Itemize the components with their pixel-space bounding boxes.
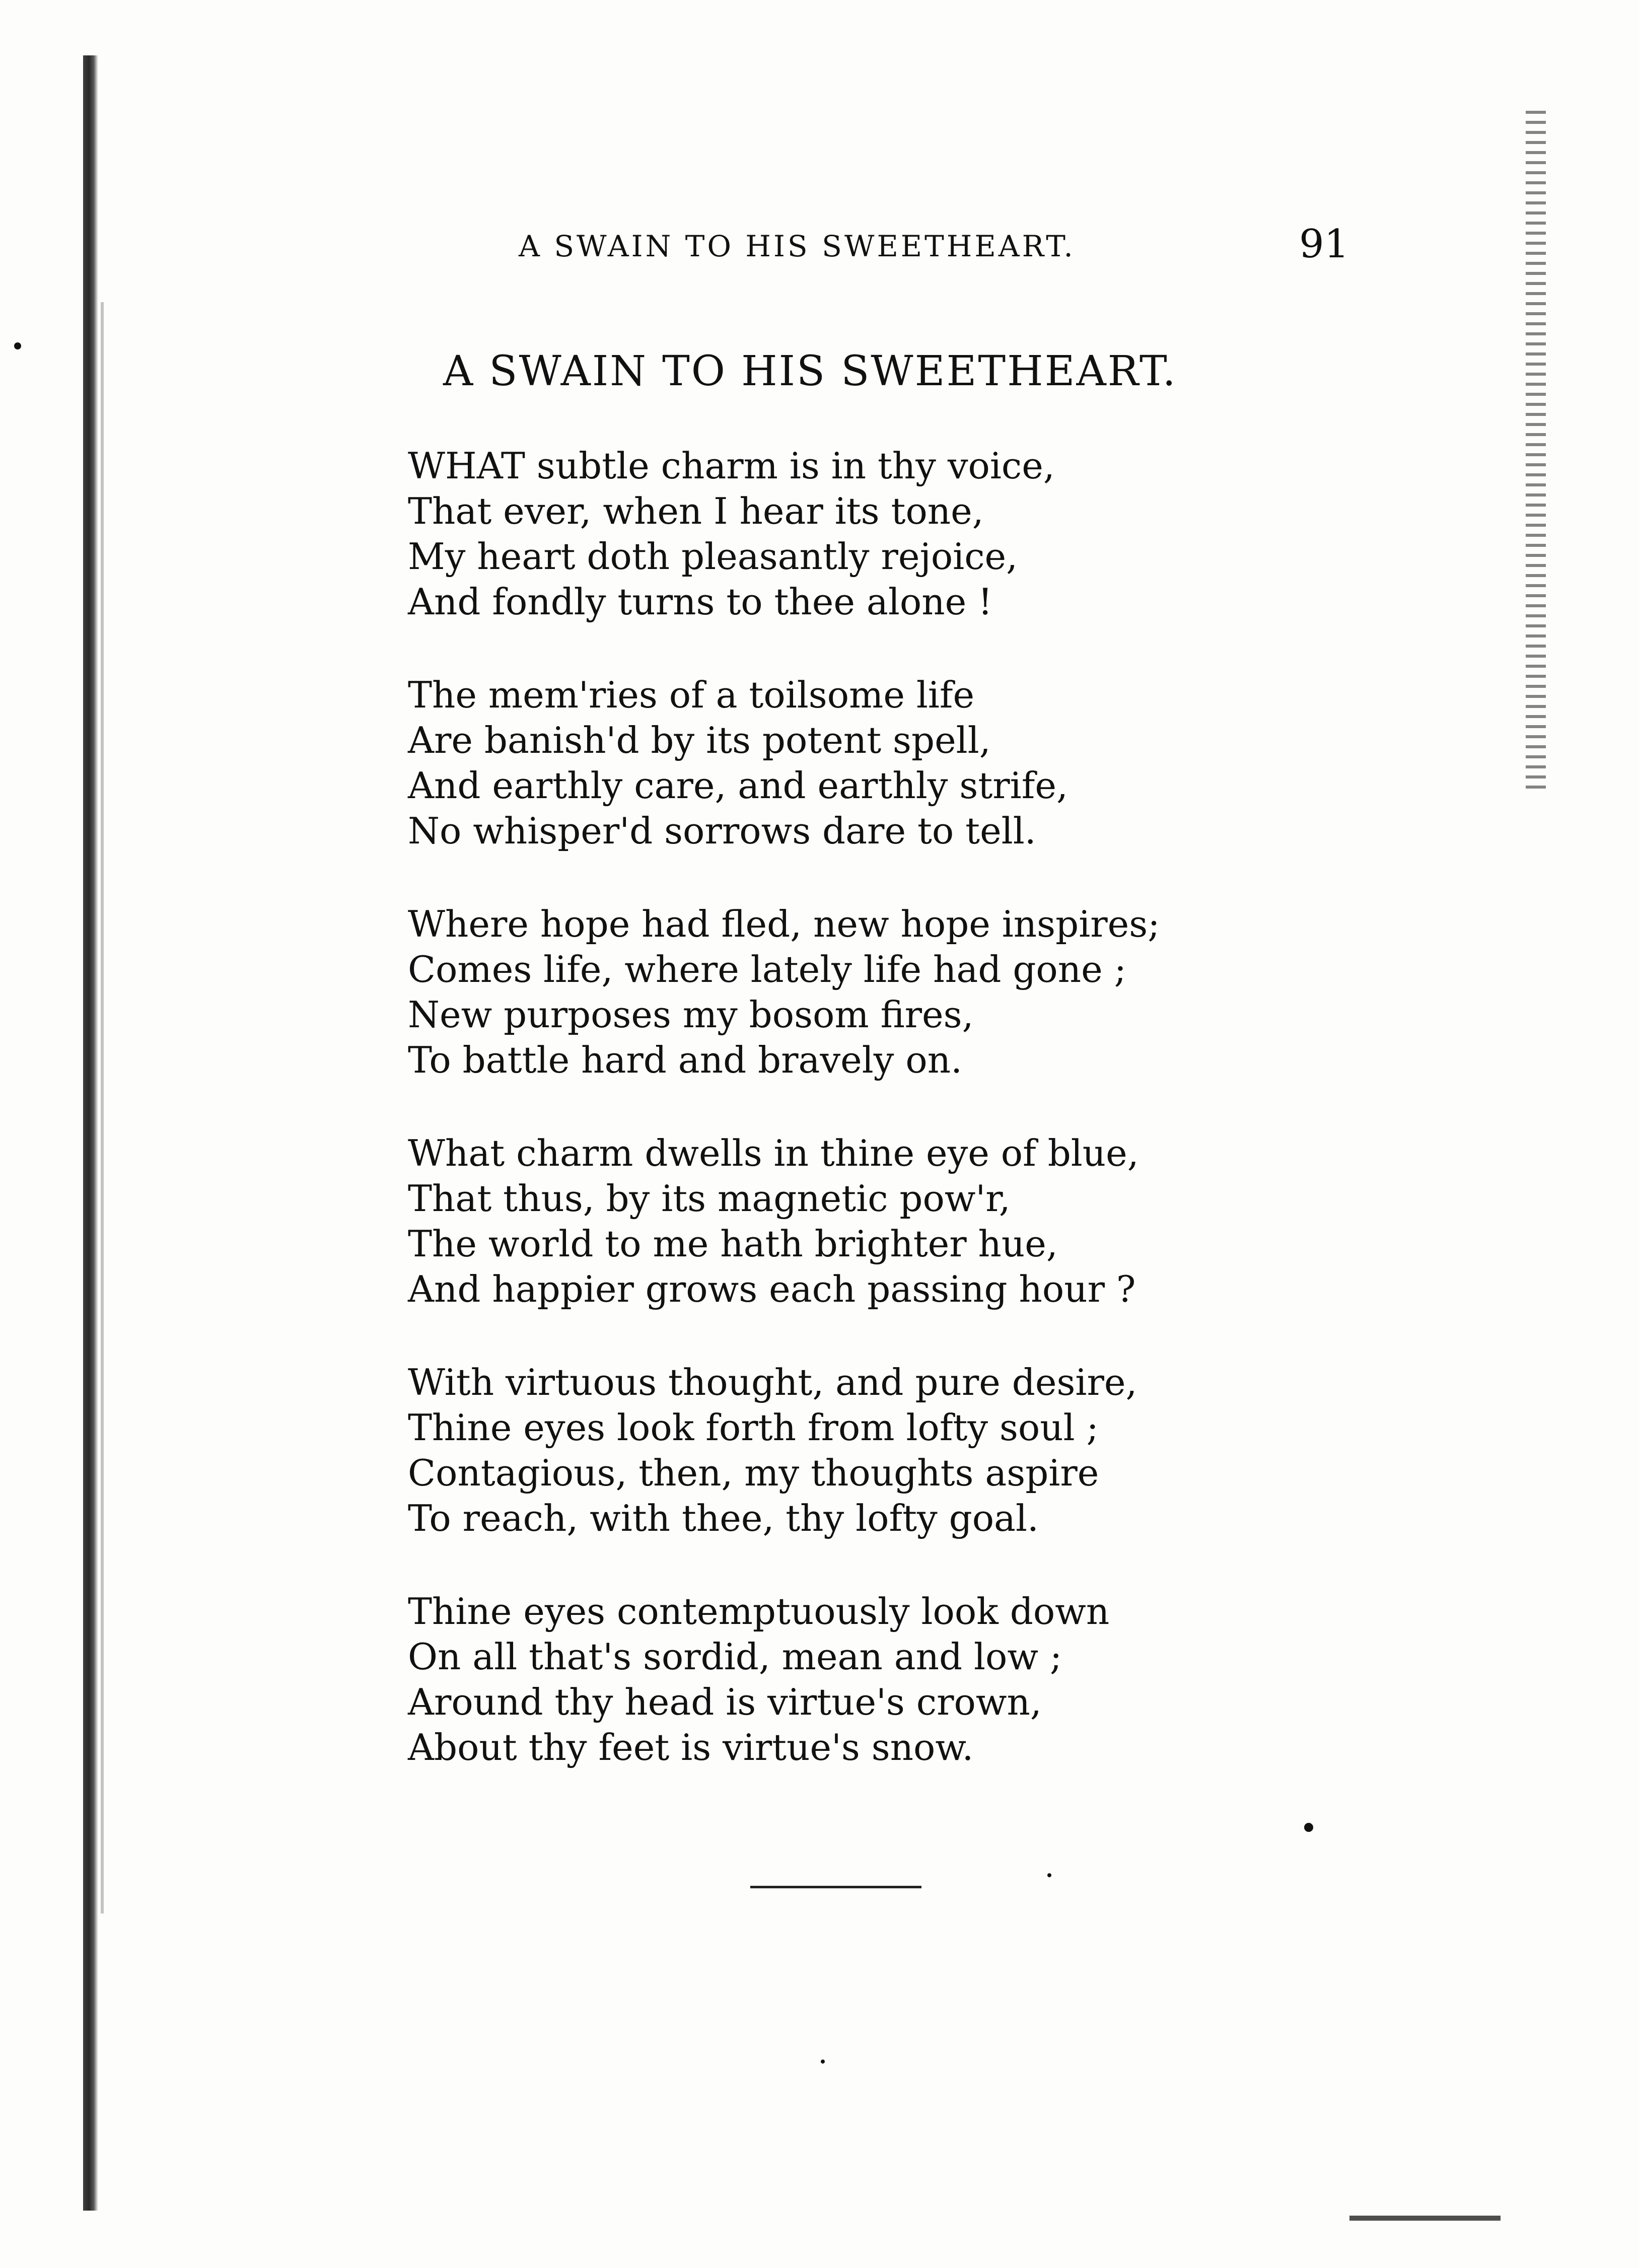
- ink-speck: [821, 2060, 825, 2064]
- poem-line: Thine eyes look forth from lofty soul ;: [408, 1406, 1099, 1449]
- stanza: [408, 901, 1415, 1083]
- page-number: 91: [1299, 222, 1349, 267]
- poem-line: About thy feet is virtue's snow.: [408, 1726, 974, 1768]
- poem-line: Comes life, where lately life had gone ;: [408, 948, 1126, 990]
- poem-line: New purposes my bosom fires,: [408, 994, 974, 1036]
- poem-line: On all that's sordid, mean and low ;: [408, 1636, 1062, 1678]
- poem-line: Are banish'd by its potent spell,: [408, 719, 991, 761]
- poem-line: The world to me hath brighter hue,: [408, 1223, 1058, 1265]
- ink-speck: [14, 342, 21, 349]
- stanza: [408, 1589, 1415, 1770]
- poem-line: To reach, with thee, thy lofty goal.: [408, 1497, 1039, 1539]
- poem-line: That thus, by its magnetic pow'r,: [408, 1177, 1011, 1220]
- poem-line: And earthly care, and earthly strife,: [408, 764, 1068, 807]
- poem-line: That ever, when I hear its tone,: [408, 490, 984, 532]
- scan-artifact: [1349, 2216, 1501, 2221]
- binding-shadow: [83, 55, 98, 2211]
- poem-title: A SWAIN TO HIS SWEETHEART.: [443, 347, 1177, 395]
- binding-line: [101, 302, 104, 1913]
- poem-line: And fondly turns to thee alone !: [408, 581, 992, 623]
- poem-line: Around thy head is virtue's crown,: [408, 1681, 1042, 1723]
- poem-line: With virtuous thought, and pure desire,: [408, 1361, 1137, 1403]
- poem-line: No whisper'd sorrows dare to tell.: [408, 810, 1036, 852]
- poem-body: [408, 443, 1415, 1818]
- poem-line: My heart doth pleasantly rejoice,: [408, 535, 1018, 578]
- poem-line: Contagious, then, my thoughts aspire: [408, 1452, 1099, 1494]
- poem-line: To battle hard and bravely on.: [408, 1039, 962, 1081]
- ink-speck: [1047, 1873, 1051, 1877]
- poem-line: And happier grows each passing hour ?: [408, 1268, 1136, 1310]
- stanza: [408, 672, 1415, 854]
- ink-speck: [1304, 1823, 1313, 1832]
- stanza: [408, 1360, 1415, 1541]
- poem-line: What charm dwells in thine eye of blue,: [408, 1132, 1139, 1174]
- poem-line: WHAT subtle charm is in thy voice,: [408, 445, 1055, 487]
- running-head: A SWAIN TO HIS SWEETHEART.: [519, 229, 1076, 263]
- poem-line: The mem'ries of a toilsome life: [408, 674, 975, 716]
- stanza: [408, 443, 1415, 624]
- page-edge-specks: [1526, 111, 1546, 791]
- stanza: [408, 1130, 1415, 1312]
- poem-line: Where hope had fled, new hope inspires;: [408, 903, 1160, 945]
- poem-line: Thine eyes contemptuously look down: [408, 1590, 1110, 1633]
- closing-rule: [750, 1886, 921, 1888]
